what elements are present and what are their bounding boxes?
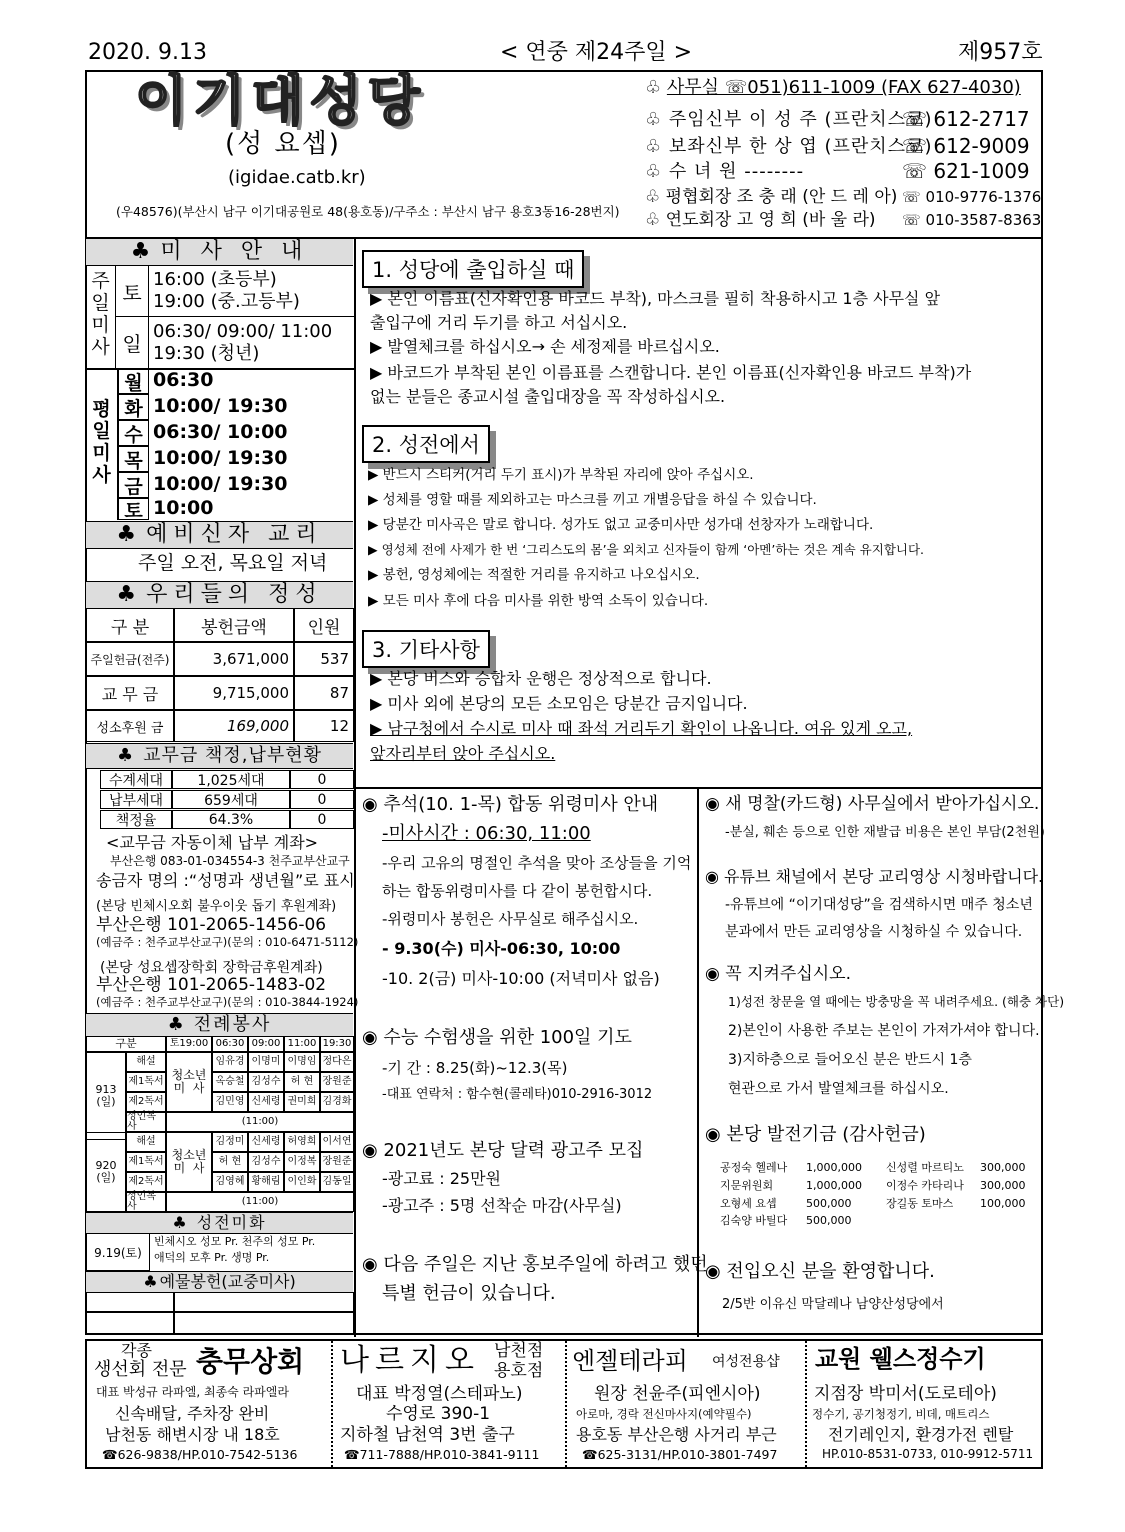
scholarship-account-holder: (예금주 : 천주교부산교구)(문의 : 010-3844-1924) — [96, 995, 359, 1009]
altar-cell: 김동일 — [320, 1172, 354, 1192]
altar-cell: 이서연 — [320, 1132, 354, 1152]
ad-top-label: 남천점 — [494, 1341, 544, 1361]
club-icon: ♣ — [116, 522, 137, 547]
altar-cell: (11:00) — [166, 1192, 354, 1212]
notice-line: 2)본인이 사용한 주보는 본인이 가져가셔야 합니다. — [728, 1023, 1040, 1039]
ad-divider — [805, 1341, 807, 1467]
altar-role: 성인복사 — [126, 1192, 166, 1212]
notice-line: 하는 합동위령미사를 다 같이 봉헌합시다. — [382, 882, 653, 900]
altar-cell: 임유경 — [212, 1052, 248, 1072]
list-item: ▶ 반드시 스티커(거리 두기 표시)가 부착된 자리에 앉아 주십시오. — [368, 467, 754, 483]
list-item: ▶ 미사 외에 본당의 모든 소모임은 당분간 금지입니다. — [370, 694, 748, 713]
altar-cell: 권미희 — [284, 1092, 320, 1112]
flower-date: 9.19(토) — [86, 1233, 150, 1271]
ad-line: 원장 천윤주(피엔시아) — [594, 1384, 761, 1404]
notice-line: -대표 연락처 : 함수현(콜레타)010-2916-3012 — [382, 1087, 653, 1102]
list-item: ▶ 모든 미사 후에 다음 미사를 위한 방역 소독이 있습니다. — [368, 593, 709, 609]
offering-cell: 537 — [294, 642, 354, 676]
offering-cell: 87 — [294, 676, 354, 710]
auto-transfer-account: 부산은행 083-01-034554-3 천주교부산교구 — [110, 854, 350, 868]
notice-title: ◉ 새 명찰(카드형) 사무실에서 받아가십시오. — [705, 794, 1040, 814]
list-item: ▶ 본당 버스와 승합차 운행은 정상적으로 합니다. — [370, 669, 712, 688]
notice-line: 2/5반 이유신 막달레나 남양산성당에서 — [722, 1297, 944, 1312]
ad-name: 나르지오 — [340, 1343, 480, 1378]
donor-amount: 300,000 — [980, 1161, 1026, 1174]
altar-col-header: 구분 — [86, 1036, 166, 1052]
weekday-time: 10:00 — [153, 497, 214, 519]
notice-line: 분과에서 만든 교리영상을 시청하실 수 있습니다. — [725, 924, 1023, 940]
liturgical-week: < 연중 제24주일 > — [500, 40, 693, 65]
altar-cell: 옥승철 — [212, 1072, 248, 1092]
ad-line: 아로마, 경락 전신마사지(예약필수) — [576, 1407, 752, 1421]
notice-title: ◉ 전입오신 분을 환영합니다. — [705, 1261, 935, 1282]
offering-col-header: 봉헌금액 — [174, 608, 294, 642]
notice-title: ◉ 꼭 지켜주십시오. — [705, 964, 851, 984]
offering-col-header: 인원 — [294, 608, 354, 642]
altar-cell: 김경화 — [320, 1092, 354, 1112]
row-divider — [148, 316, 354, 317]
flower-groups-2: 애덕의 모후 Pr. 생명 Pr. — [154, 1251, 270, 1264]
altar-cell: 김성수 — [248, 1152, 284, 1172]
issue-number: 제957호 — [958, 40, 1043, 65]
notice-line: 1)성전 창문을 열 때에는 방충망을 꼭 내려주세요. (해충 차단) — [728, 994, 1065, 1009]
ad-line: 정수기, 공기청정기, 비데, 매트리스 — [812, 1407, 990, 1421]
sunday-label: 일 — [116, 317, 149, 368]
ad-line: 전기레인지, 환경가전 렌탈 — [828, 1425, 1014, 1444]
altar-role: 제2독서 — [126, 1092, 166, 1112]
offering-cell: 169,000 — [174, 710, 294, 742]
notice-line: -분실, 훼손 등으로 인한 재발급 비용은 본인 부담(2천원) — [725, 825, 1045, 840]
altar-cell: 김영혜 — [212, 1172, 248, 1192]
weekday-day: 목 — [118, 446, 149, 472]
flower-groups-1: 빈체시오 성모 Pr. 천주의 성모 Pr. — [154, 1235, 316, 1248]
ad-name: 충무상회 — [196, 1345, 305, 1378]
dues-cell: 64.3% — [172, 810, 290, 829]
scholarship-account-title: (본당 성요셉장학회 장학금후원계좌) — [100, 960, 323, 976]
notice-title: ◉ 2021년도 본당 달력 광고주 모집 — [362, 1140, 644, 1161]
altar-col-header: 06:30 — [212, 1036, 248, 1052]
offering-cell: 성소후원 금 — [86, 710, 174, 742]
ad-name: 엔젤테라피 — [572, 1347, 688, 1375]
offering-cell: 9,715,000 — [174, 676, 294, 710]
ad-top-label: 각종 — [121, 1341, 152, 1360]
saturday-label: 토 — [116, 266, 149, 317]
clover-icon: ♧ — [645, 109, 663, 130]
contact-council-phone: ☏ 010-9776-1376 — [902, 188, 1042, 206]
altar-role: 해설 — [126, 1132, 166, 1152]
altar-cell: 장원준 — [320, 1072, 354, 1092]
altar-cell: 정다은 — [320, 1052, 354, 1072]
altar-col-header: 토19:00 — [166, 1036, 212, 1052]
altar-cell: 허 현 — [284, 1072, 320, 1092]
clover-icon: ♧ — [645, 161, 663, 182]
list-item: ▶ 성체를 영할 때를 제외하고는 마스크를 끼고 개별응답을 하실 수 있습니다. — [368, 492, 817, 508]
notice-line: 특별 헌금이 있습니다. — [382, 1283, 556, 1304]
notice-line: 현관으로 가서 발열체크를 하십시오. — [728, 1081, 949, 1097]
ad-name: 교원 웰스정수기 — [815, 1345, 986, 1373]
dues-cell: 책정율 — [100, 810, 172, 829]
notice-line: -우리 고유의 명절인 추석을 맞아 조상들을 기억 — [382, 854, 692, 872]
contact-memorial: ♧ 연도회장 고 영 희 (바 울 라) — [645, 210, 876, 230]
altar-cell: 허영희 — [284, 1132, 320, 1152]
altar-cell: 허 현 — [212, 1152, 248, 1172]
offering-cell: 주일헌금(전주) — [86, 642, 174, 676]
weekday-day: 수 — [118, 420, 149, 446]
club-icon: ♣ — [116, 745, 134, 766]
altar-cell: 신세령 — [248, 1132, 284, 1152]
contact-office: ♧ 사무실 ☏051)611-1009 (FAX 627-4030) — [645, 77, 1021, 98]
section-2-tag: 2. 성전에서 — [362, 425, 490, 463]
altar-col-header: 09:00 — [248, 1036, 284, 1052]
club-icon: ♣ — [143, 1272, 158, 1291]
altar-role: 해설 — [126, 1052, 166, 1072]
parish-patron: (성 요셉) — [225, 129, 341, 159]
weekday-day: 토 — [118, 498, 149, 520]
weekday-time: 10:00/ 19:30 — [153, 395, 288, 417]
mass-section-header: ♣ 미 사 안 내 — [86, 238, 353, 266]
auto-transfer-note: 송금자 명의 :“성명과 생년월”로 표시 — [96, 871, 355, 890]
parish-website: (igidae.catb.kr) — [228, 167, 366, 188]
catechumen-header: ♣ 예비신자 교리 — [86, 521, 353, 549]
ad-line: 신속배달, 주차장 완비 — [115, 1404, 270, 1423]
altar-role: 제1독서 — [126, 1072, 166, 1092]
ad-phone: HP.010-8531-0733, 010-9912-5711 — [822, 1447, 1034, 1461]
gift-offering-header: ♣ 예물봉헌(교중미사) — [86, 1271, 353, 1293]
club-icon: ♣ — [116, 582, 137, 607]
contact-pastor: ♧ 주임신부 이 성 주 (프란치스코) — [645, 109, 933, 130]
saturday-time-1: 16:00 (초등부) — [153, 269, 277, 290]
contact-convent-phone: ☏ 621-1009 — [902, 159, 1030, 183]
ad-phone: ☎711-7888/HP.010-3841-9111 — [344, 1447, 540, 1462]
gift-cell — [174, 1312, 354, 1334]
notice-title: ◉ 추석(10. 1-목) 합동 위령미사 안내 — [362, 794, 659, 815]
ad-subtitle: 용호점 — [494, 1361, 544, 1381]
dues-cell: 0 — [290, 810, 354, 829]
auto-transfer-title: <교무금 자동이체 납부 계좌> — [106, 833, 319, 852]
altar-cell: 이인화 — [284, 1172, 320, 1192]
altar-date: 920 (일) — [86, 1132, 126, 1212]
ad-phone: ☎626-9838/HP.010-7542-5136 — [102, 1447, 298, 1462]
altar-role: 제1독서 — [126, 1152, 166, 1172]
altar-role: 제2독서 — [126, 1172, 166, 1192]
altar-cell: 김성수 — [248, 1072, 284, 1092]
sunday-mass-label: 주일미사 — [86, 266, 116, 368]
ad-divider — [565, 1341, 567, 1467]
altar-cell: 김민영 — [212, 1092, 248, 1112]
altar-service-header: ♣ 전례봉사 — [86, 1013, 353, 1037]
offering-cell: 교 무 금 — [86, 676, 174, 710]
dues-cell: 0 — [290, 770, 354, 789]
weekday-day: 월 — [118, 368, 149, 394]
dues-cell: 납부세대 — [100, 790, 172, 809]
ad-phone: ☎625-3131/HP.010-3801-7497 — [582, 1447, 778, 1462]
list-item: 출입구에 거리 두기를 하고 서십시오. — [370, 313, 628, 332]
parish-address: (우48576)(부산시 남구 이기대공원로 48(용호동)/구주소 : 부산시 남구 용호3동16-28번지) — [116, 204, 620, 219]
list-item: 앞자리부터 앉아 주십시오. — [370, 744, 556, 763]
list-item: ▶ 봉헌, 영성체에는 적절한 거리를 유지하고 나오십시오. — [368, 567, 700, 583]
altar-cell: 이정복 — [284, 1152, 320, 1172]
contact-assistant-phone: ☏ 612-9009 — [902, 134, 1030, 158]
weekday-day: 화 — [118, 394, 149, 420]
dues-cell: 수계세대 — [100, 770, 172, 789]
flower-header: ♣ 성전미화 — [86, 1212, 353, 1234]
donor-amount: 1,000,000 — [806, 1161, 862, 1174]
gift-cell — [86, 1312, 174, 1334]
sunday-time-2: 19:30 (청년) — [153, 343, 260, 364]
donor-name: 공정숙 헬레나 — [720, 1161, 788, 1174]
altar-col-header: 19:30 — [320, 1036, 354, 1052]
club-icon: ♣ — [172, 1213, 187, 1232]
notice-line: -미사시간 : 06:30, 11:00 — [382, 823, 591, 844]
dues-cell: 659세대 — [172, 790, 290, 809]
ad-line: 지하철 남천역 3번 출구 — [340, 1425, 515, 1445]
catechumen-schedule: 주일 오전, 목요일 저녁 — [138, 552, 328, 574]
ad-line: 수영로 390-1 — [386, 1404, 491, 1424]
notice-title: ◉ 다음 주일은 지난 홍보주일에 하려고 했던 — [362, 1254, 708, 1275]
altar-cell: 이명임 — [284, 1052, 320, 1072]
clover-icon: ♧ — [645, 136, 663, 157]
ad-line: 대표 박성규 라파엘, 최종숙 라파엘라 — [96, 1385, 289, 1399]
ad-line: 남천동 해변시장 내 18호 — [105, 1425, 280, 1444]
notice-line: -광고주 : 5명 선착순 마감(사무실) — [382, 1196, 622, 1215]
ad-divider — [331, 1341, 333, 1467]
donor-name: 이정수 카타리나 — [886, 1179, 964, 1192]
notice-line: -10. 2(금) 미사-10:00 (저녁미사 없음) — [382, 969, 660, 988]
donor-name: 신성렬 마르티노 — [886, 1161, 964, 1174]
weekday-day: 금 — [118, 472, 149, 498]
offering-cell: 12 — [294, 710, 354, 742]
altar-youth-mass: 청소년 미 사 — [166, 1052, 212, 1112]
donor-name: 오형세 요셉 — [720, 1197, 777, 1210]
offering-col-header: 구 분 — [86, 608, 174, 642]
altar-date: 913 (일) — [86, 1052, 126, 1140]
dues-cell: 1,025세대 — [172, 770, 290, 789]
weekday-time: 06:30 — [153, 369, 214, 391]
notice-line: -기 간 : 8.25(화)~12.3(목) — [382, 1059, 568, 1077]
altar-col-header: 11:00 — [284, 1036, 320, 1052]
ad-subtitle: 생선회 전문 — [94, 1359, 187, 1380]
contact-memorial-phone: ☏ 010-3587-8363 — [902, 211, 1042, 229]
altar-cell: 장원준 — [320, 1152, 354, 1172]
altar-cell: 신세령 — [248, 1092, 284, 1112]
donor-amount: 500,000 — [806, 1197, 852, 1210]
bulletin-date: 2020. 9.13 — [88, 40, 207, 65]
notice-line: -유튜브에 “이기대성당”을 검색하시면 매주 청소년 — [725, 897, 1033, 913]
contact-pastor-phone: ☏ 612-2717 — [902, 107, 1030, 131]
weekday-time: 10:00/ 19:30 — [153, 473, 288, 495]
list-item: ▶ 영성체 전에 사제가 한 번 ‘그리스도의 몸’을 외치고 신자들이 함께 ‘아멘’하는 것은 계속 유지합니다. — [368, 542, 925, 557]
sunday-time-1: 06:30/ 09:00/ 11:00 — [153, 321, 333, 342]
donor-amount: 1,000,000 — [806, 1179, 862, 1192]
weekday-mass-label: 평일미사 — [86, 368, 118, 520]
clover-icon: ♧ — [645, 187, 661, 207]
scholarship-account-number: 부산은행 101-2065-1483-02 — [96, 975, 327, 995]
club-icon: ♣ — [130, 239, 151, 264]
club-icon: ♣ — [167, 1014, 184, 1035]
parish-logo-title: 이기대성당 — [135, 69, 426, 132]
offering-header: ♣ 우리들의 정성 — [86, 581, 353, 609]
ad-line: 지점장 박미서(도로테아) — [814, 1384, 997, 1404]
notice-title: ◉ 본당 발전기금 (감사헌금) — [705, 1124, 926, 1145]
altar-cell: 황해림 — [248, 1172, 284, 1192]
altar-cell: (11:00) — [166, 1112, 354, 1132]
contact-assistant: ♧ 보좌신부 한 상 엽 (프란치스코) — [645, 136, 933, 157]
altar-role: 성인복사 — [126, 1112, 166, 1132]
donor-amount: 300,000 — [980, 1179, 1026, 1192]
list-item: 없는 분들은 종교시설 출입대장을 꼭 작성하십시오. — [370, 387, 726, 406]
altar-cell: 이명미 — [248, 1052, 284, 1072]
ad-subtitle: 여성전용샵 — [712, 1354, 780, 1370]
altar-youth-mass: 청소년 미 사 — [166, 1132, 212, 1192]
donor-amount: 500,000 — [806, 1214, 852, 1227]
offering-cell: 3,671,000 — [174, 642, 294, 676]
charity-account-holder: (예금주 : 천주교부산교구)(문의 : 010-6471-5112) — [96, 935, 359, 949]
clover-icon: ♧ — [645, 77, 662, 98]
list-item: ▶ 바코드가 부착된 본인 이름표를 스캔합니다. 본인 이름표(신자확인용 바코드 부착)가 — [370, 363, 972, 382]
notice-line: -광고료 : 25만원 — [382, 1169, 501, 1188]
list-item: ▶ 발열체크를 하십시오→ 손 세정제를 바르십시오. — [370, 337, 720, 356]
ad-line: 용호동 부산은행 사거리 부근 — [576, 1425, 777, 1444]
donor-name: 김숙양 바틸다 — [720, 1214, 788, 1227]
contact-council: ♧ 평협회장 조 충 래 (안 드 레 아) — [645, 187, 898, 207]
notice-line: - 9.30(수) 미사-06:30, 10:00 — [382, 939, 621, 958]
saturday-time-2: 19:00 (중.고등부) — [153, 291, 300, 312]
weekday-time: 06:30/ 10:00 — [153, 421, 288, 443]
gift-cell — [174, 1292, 354, 1312]
section-3-tag: 3. 기타사항 — [362, 630, 490, 668]
donor-name: 지문위원회 — [720, 1179, 774, 1192]
altar-cell: 김정미 — [212, 1132, 248, 1152]
dues-header: ♣ 교무금 책정,납부현황 — [86, 743, 353, 769]
notice-title: ◉ 유튜브 채널에서 본당 교리영상 시청바랍니다. — [705, 867, 1044, 886]
section-1-tag: 1. 성당에 출입하실 때 — [362, 250, 584, 288]
contact-convent: ♧ 수 녀 원 -------- — [645, 161, 805, 182]
charity-account-title: (본당 빈체시오회 불우이웃 돕기 후원계좌) — [96, 899, 337, 914]
donor-name: 장길동 토마스 — [886, 1197, 954, 1210]
gift-cell — [86, 1292, 174, 1312]
notice-line: 3)지하층으로 들어오신 분은 반드시 1층 — [728, 1052, 972, 1068]
notice-title: ◉ 수능 수험생을 위한 100일 기도 — [362, 1027, 632, 1048]
list-item: ▶ 남구청에서 수시로 미사 때 좌석 거리두기 확인이 나옵니다. 여유 있게 오고, — [370, 719, 913, 738]
dues-cell: 0 — [290, 790, 354, 809]
donor-amount: 100,000 — [980, 1197, 1026, 1210]
weekday-time: 10:00/ 19:30 — [153, 447, 288, 469]
notice-line: -위령미사 봉헌은 사무실로 해주십시오. — [382, 910, 639, 928]
ad-line: 대표 박정열(스테파노) — [356, 1384, 523, 1404]
list-item: ▶ 당분간 미사곡은 말로 합니다. 성가도 없고 교중미사만 성가대 선창자가 노래합니다. — [368, 517, 874, 533]
list-item: ▶ 본인 이름표(신자확인용 바코드 부착), 마스크를 필히 착용하시고 1층 사무실 앞 — [370, 289, 941, 308]
clover-icon: ♧ — [645, 210, 661, 230]
charity-account-number: 부산은행 101-2065-1456-06 — [96, 915, 327, 935]
